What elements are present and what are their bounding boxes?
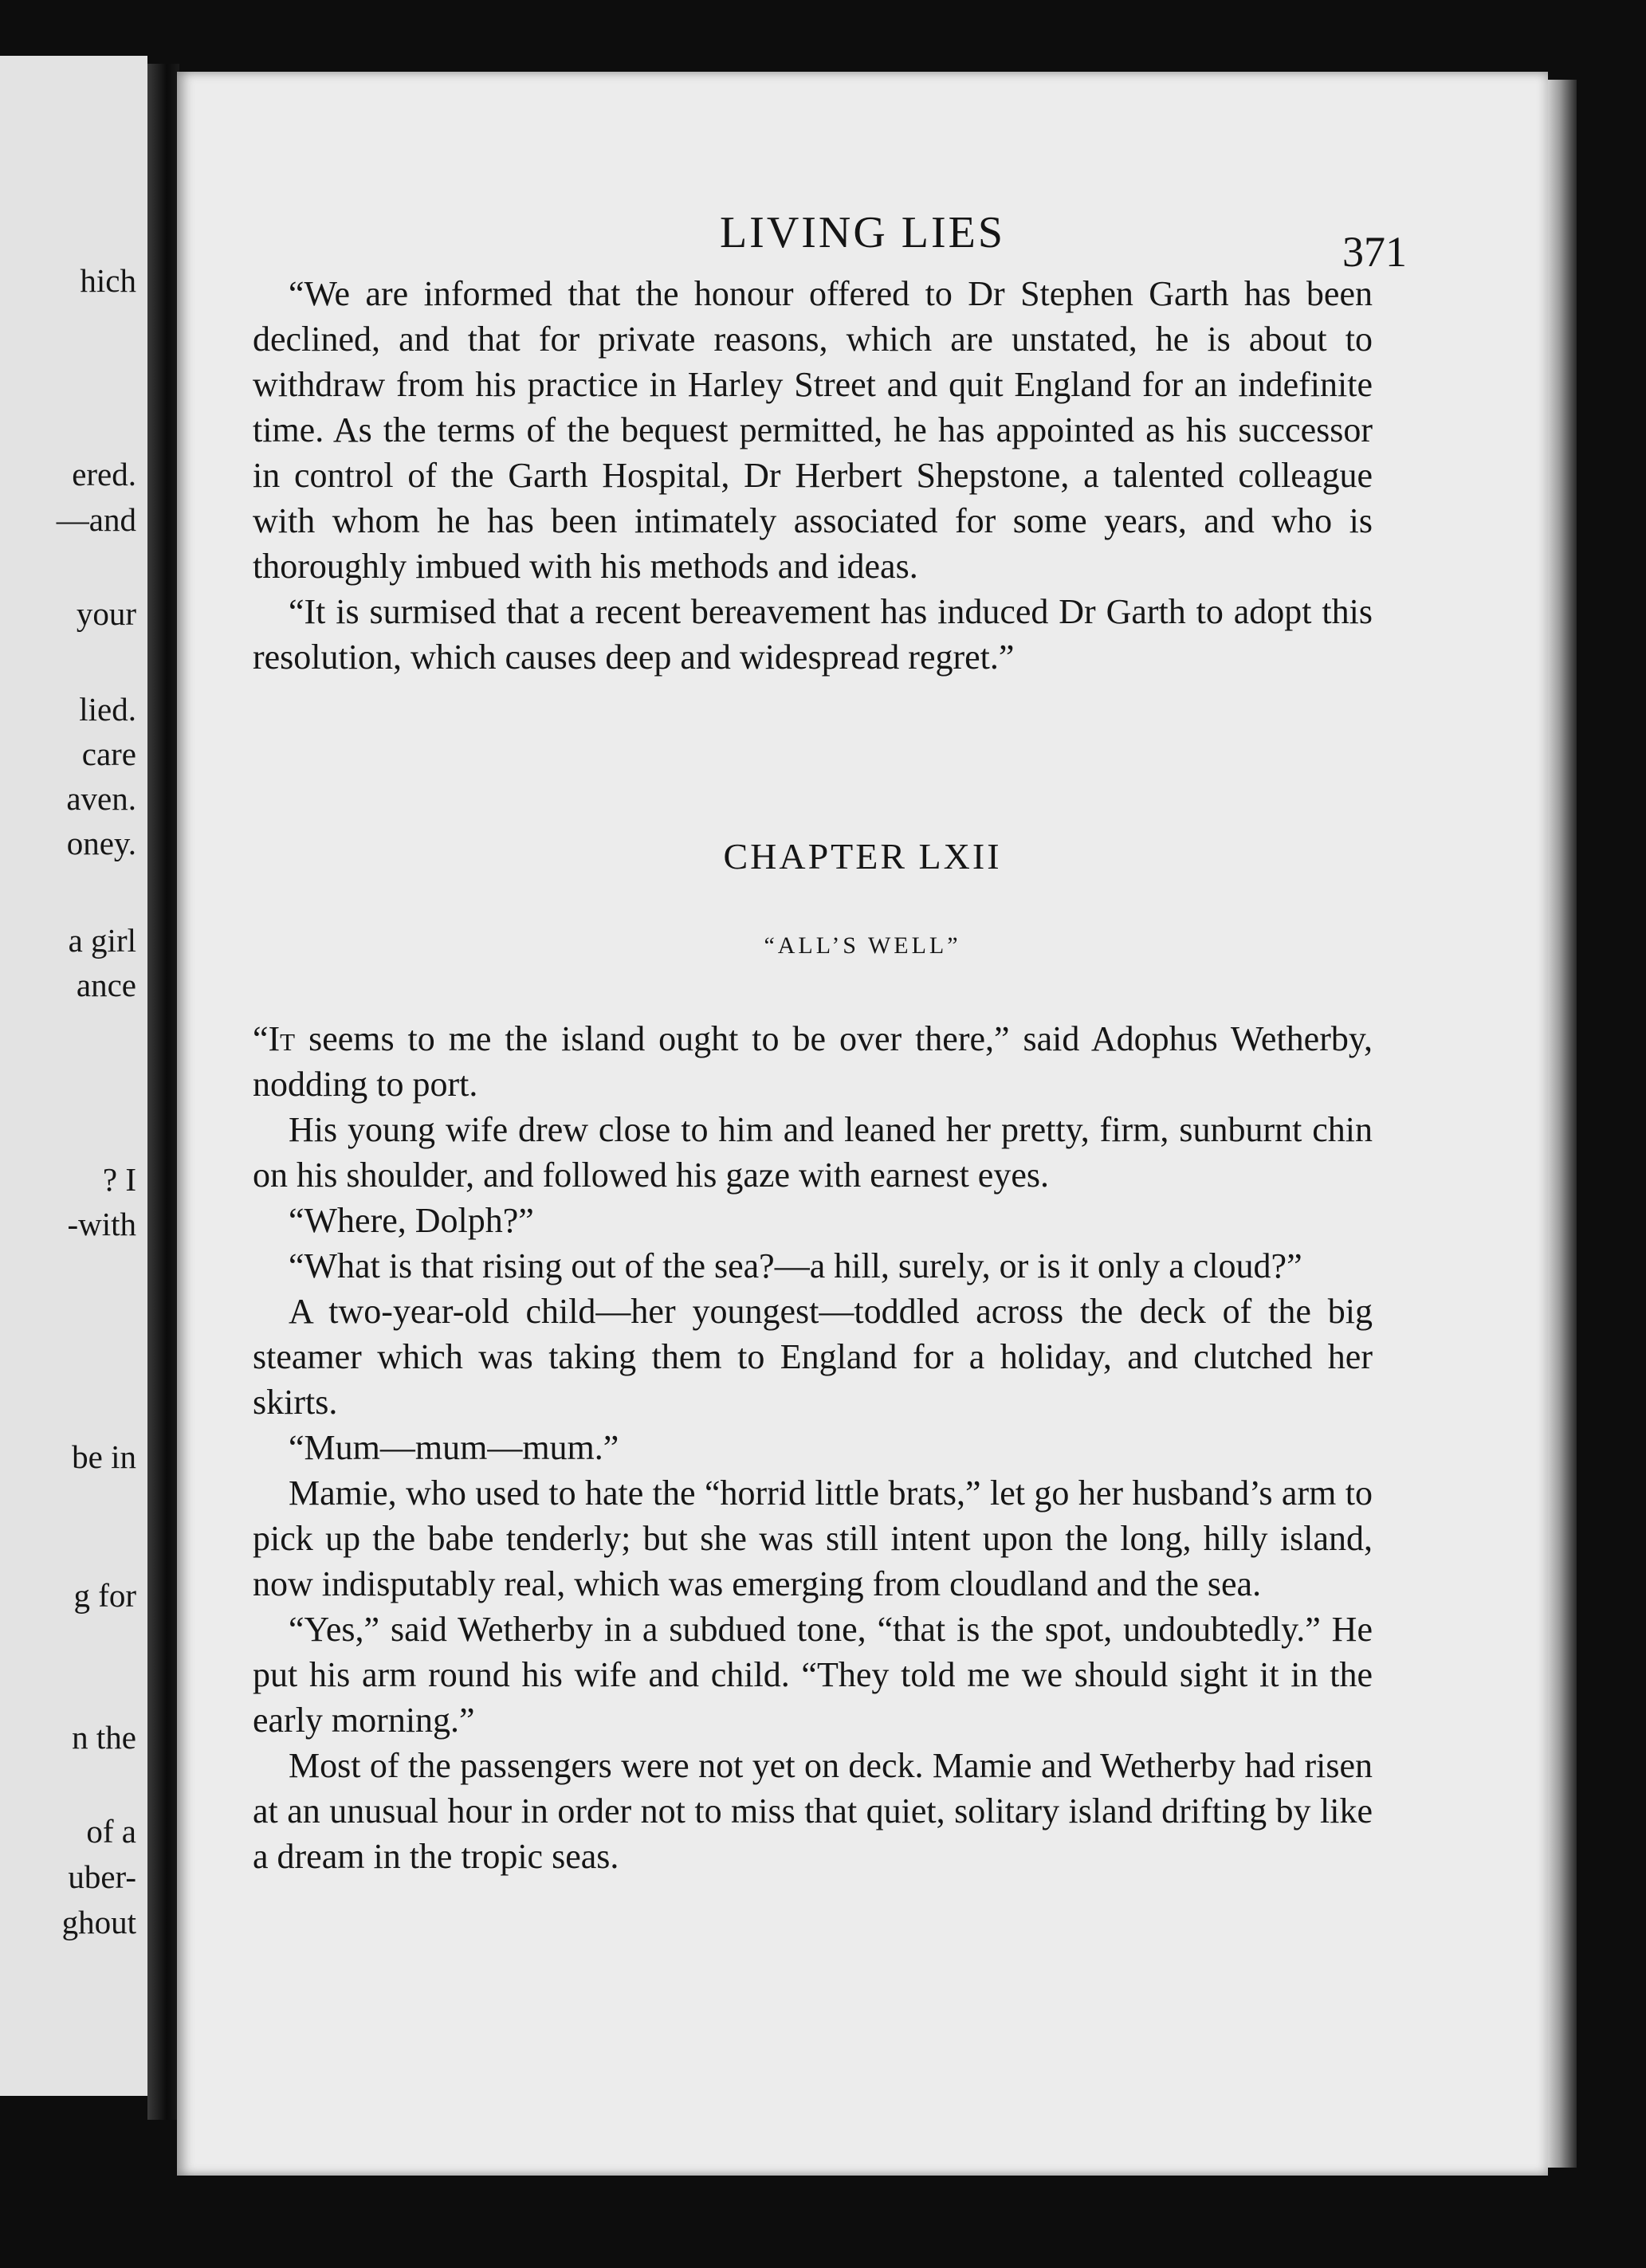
left-fragment: ance (76, 967, 136, 1003)
left-fragment: your (76, 595, 136, 632)
left-fragment: oney. (66, 825, 136, 861)
left-fragment: ? I (102, 1161, 136, 1198)
news-quote-block (253, 271, 1373, 680)
left-fragment: uber- (68, 1858, 136, 1895)
left-fragment: g for (73, 1577, 136, 1614)
opening-paragraph (253, 1016, 1373, 1107)
paragraph: Mamie, who used to hate the “horrid little brats,” let go her husband’s arm to pick up the babe tenderly; but she was still intent upon the long, hilly island, now indisputably real, which was emerging from cloudland and the sea. (253, 1473, 1373, 1603)
left-fragment: ghout (61, 1904, 136, 1940)
chapter-title: CHAPTER LXII (723, 836, 1002, 877)
left-fragment: care (81, 736, 136, 772)
chapter-subtitle: “ALL’S WELL” (764, 932, 961, 959)
opening-text: seems to me the island ought to be over there,” said Adophus Wetherby, nodding to port. (253, 1019, 1373, 1104)
paragraph: “Where, Dolph?” (289, 1201, 534, 1240)
book-gutter (147, 64, 179, 2120)
left-fragment: lied. (79, 691, 136, 728)
paragraph: A two-year-old child—her youngest—toddled across the deck of the big steamer which was taking them to England for a holiday, and clutched her skirts. (253, 1292, 1373, 1422)
running-head: LIVING LIES (719, 208, 1006, 257)
left-fragment: aven. (66, 780, 136, 817)
paragraph: His young wife drew close to him and leaned her pretty, firm, sunburnt chin on his shoulder, and followed his gaze with earnest eyes. (253, 1110, 1373, 1195)
left-fragment: a girl (68, 922, 136, 959)
book-page (177, 72, 1548, 2176)
paragraph: “We are informed that the honour offered to Dr Stephen Garth has been declined, and that for private reasons, which are unstated, he is about to withdraw from his practice in Harley Street and quit England for an indefinite time. As the terms of the bequest permitted, he has appointed as his successor in control of the Garth Hospital, Dr Herbert Shepstone, a talented colleague with whom he has been intimately associated for some years, and who is thoroughly imbued with his methods and ideas. (253, 274, 1373, 586)
left-facing-page (0, 56, 147, 2096)
page-number: 371 (1342, 228, 1407, 276)
left-fragment: of a (86, 1813, 136, 1850)
left-fragment: —and (56, 501, 136, 538)
chapter-text-block (253, 1016, 1373, 1879)
paragraph: “Mum—mum—mum.” (289, 1428, 619, 1467)
paragraph: Most of the passengers were not yet on deck. Mamie and Wetherby had risen at an unusual hour in order not to miss that quiet, solitary island drifting by like a dream in the tropic seas. (253, 1746, 1373, 1876)
left-fragment: n the (72, 1719, 136, 1756)
page-edge-shadow (1548, 80, 1577, 2168)
left-fragment: hich (80, 262, 136, 299)
left-page-text-fragments (0, 56, 147, 2096)
paragraph: “It is surmised that a recent bereavement has induced Dr Garth to adopt this resolution, which causes deep and widespread regret.” (253, 592, 1373, 677)
left-fragment: be in (72, 1438, 136, 1475)
paragraph: “Yes,” said Wetherby in a subdued tone, “that is the spot, undoubtedly.” He put his arm round his wife and child. “They told me we should sight it in the early morning.” (253, 1610, 1373, 1740)
opening-word: “It (253, 1019, 296, 1058)
left-fragment: -with (67, 1206, 136, 1242)
paragraph: “What is that rising out of the sea?—a hill, surely, or is it only a cloud?” (289, 1246, 1302, 1285)
left-fragment: ered. (72, 456, 136, 492)
